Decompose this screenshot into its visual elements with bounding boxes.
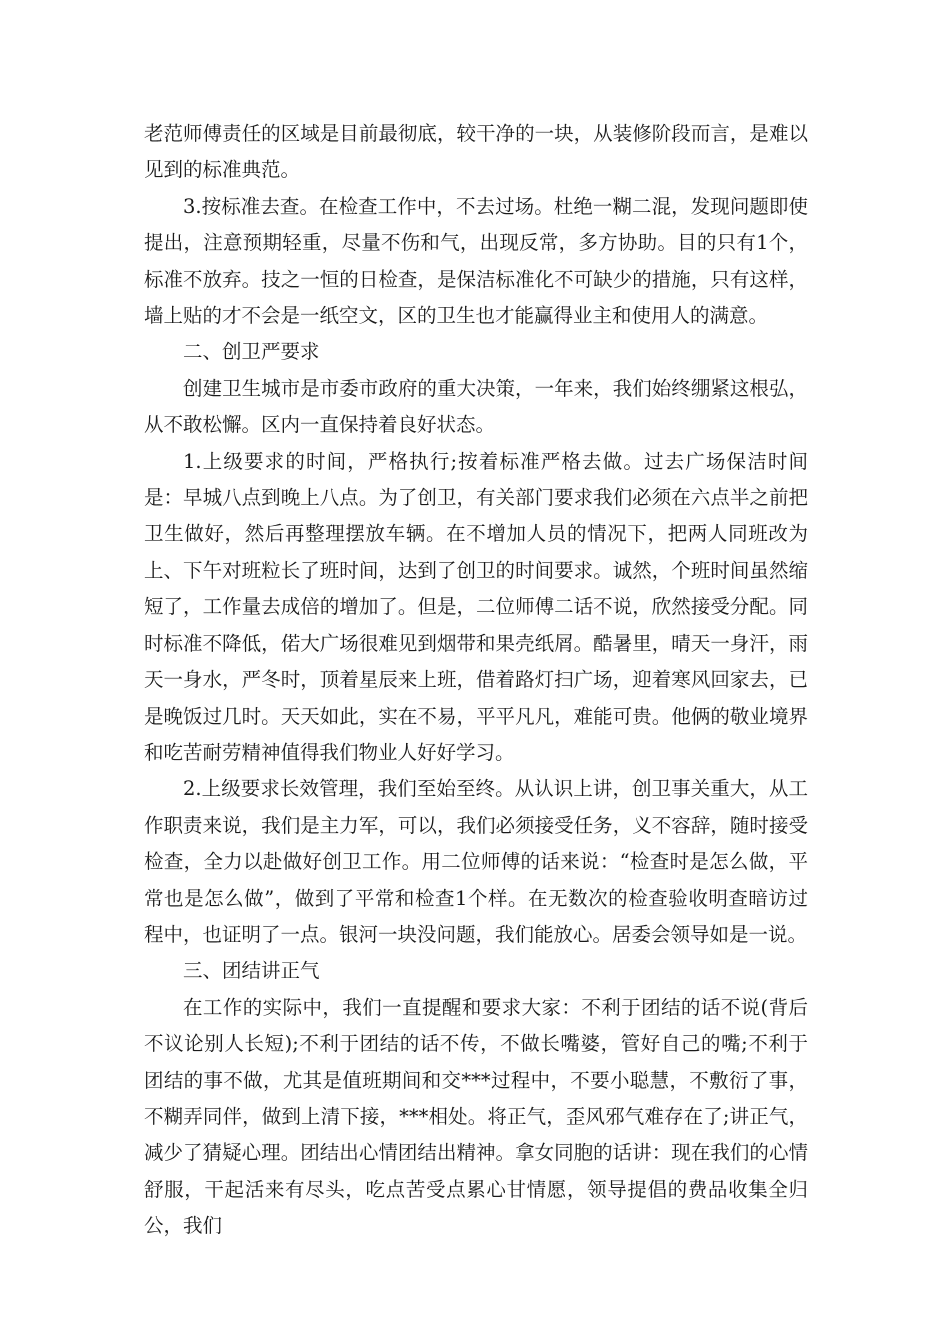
document-page [144, 116, 808, 1245]
paragraph-2: 3.按标准去查。在检查工作中，不去过场。杜绝一糊二混，发现问题即使提出，注意预期轻重，尽量不伤和气，出现反常，多方协助。目的只有1个，标准不放弃。技之一恒的日检查，是保洁标准化不可缺少的措施，只有这样，墙上贴的才不会是一纸空文，区的卫生也才能赢得业主和使用人的满意。 [144, 194, 808, 328]
paragraph-1: 老范师傅责任的区域是目前最彻底，较干净的一块，从装修阶段而言，是难以见到的标准典范。 [144, 122, 808, 182]
section-heading-3: 三、团结讲正气 [183, 959, 320, 983]
paragraph-3: 创建卫生城市是市委市政府的重大决策，一年来，我们始终绷紧这根弘，从不敢松懈。区内一直保持着良好状态。 [144, 376, 808, 437]
paragraph-4: 1.上级要求的时间，严格执行;按着标准严格去做。过去广场保洁时间是：早城八点到晚上八点。为了创卫，有关部门要求我们必须在六点半之前把卫生做好，然后再整理摆放车辆。在不增加人员的情况下，把两人同班改为上、下午对班粒长了班时间，达到了创卫的时间要求。诚然，个班时间虽然缩短了，工作量去成倍的增加了。但是，二位师傅二话不说，欣然接受分配。同时标准不降低，偌大广场很难见到烟带和果壳纸屑。酷暑里，晴天一身汗，雨天一身水，严冬时，顶着星辰来上班，借着路灯扫广场，迎着寒风回家去，已是晚饭过几时。天天如此，实在不易，平平凡凡，难能可贵。他俩的敬业境界和吃苦耐劳精神值得我们物业人好好学习。 [144, 449, 808, 764]
paragraph-6: 在工作的实际中，我们一直提醒和要求大家：不利于团结的话不说(背后不议论别人长短);不利于团结的话不传，不做长嘴婆，管好自己的嘴;不利于团结的事不做，尤其是值班期间和交***过程中，不要小聪慧，不敷衍了事，不糊弄同伴，做到上清下接，***相处。将正气，歪风邪气难存在了;讲正气，减少了猜疑心理。团结出心情团结出精神。拿女同胞的话讲：现在我们的心情舒服，干起活来有尽头，吃点苦受点累心甘情愿，领导提倡的费品收集全归公，我们 [144, 995, 808, 1238]
section-heading-2: 二、创卫严要求 [183, 340, 320, 364]
paragraph-5: 2.上级要求长效管理，我们至始至终。从认识上讲，创卫事关重大，从工作职责来说，我们是主力军，可以，我们必须接受任务，义不容辞，随时接受检查，全力以赴做好创卫工作。用二位师傅的话来说：“检查时是怎么做，平常也是怎么做”，做到了平常和检查1个样。在无数次的检查验收明查暗访过程中，也证明了一点。银河一块没问题，我们能放心。居委会领导如是一说。 [144, 777, 808, 946]
